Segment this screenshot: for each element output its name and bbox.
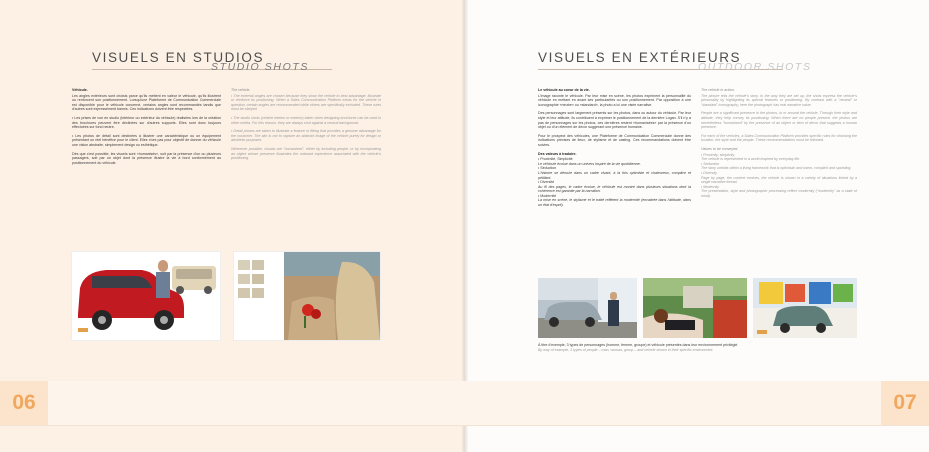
right-fr-value-name: • Modernité	[538, 193, 557, 198]
right-en-value-text: The presentation, style and photographic processing reflect modernity ("modernity" as a state of mind).	[701, 189, 857, 198]
right-fr-p1: L'image raconte le véhicule. Par leur mise en scène, les photos expriment la personnalité du véhicule en mettant en avant ses particularités ou son positionnement. Par opposition à une iconographie «neutre» ou «standard», la photo a ici une visée narrative.	[538, 93, 691, 107]
right-fr-value-name: • Séduction	[538, 166, 557, 171]
studio-photo-interior	[234, 252, 380, 340]
right-en-value-text: The story unfolds within a living framework that is optimistic and warm, complicit and sparkling.	[701, 166, 852, 171]
outdoor-photo-woman	[643, 278, 747, 338]
photos-caption-fr: À titre d'exemple, 3 types de personnages (homme, femme, groupe) et véhicule présentés dans leur environnement privilégié.	[538, 343, 739, 347]
right-en-values-heading: Values to be conveyed.	[701, 146, 739, 151]
right-en-value-name: • Seduction	[701, 161, 720, 166]
left-en-bullet-2: • Detail photos are taken to illustrate a feature or fitting that provides a genuine advantage for the customer. The aim is not to capture an abstract image of the vehicle purely for design or aesthetic purposes.	[231, 129, 381, 143]
outdoor-photo-group	[753, 278, 857, 338]
left-fr-intro: Les angles extérieurs sont choisis parce qu'ils mettent en valeur le véhicule, qu'ils illustrent ou renforcent son positionnement. Lorsqu'une Plateforme de Communication Commerciale est disponible pour le véhicule concerné, certains angles sont recommandés tandis que d'autres sont expressément bannis. Ces indications doivent être respectées.	[72, 93, 221, 112]
right-fr-p2: Des personnages sont largement présents sur les photos, dans ou autour du véhicule. Par leur style et leur attitude, ils contribuent à exprimer le positionnement de la dernière Logan. S'il n'y a pas de personnages sur les photos, ces dernières restent «humanisées» par la présence d'un objet ou d'un élément de décor suggérant une présence humaine.	[538, 111, 691, 130]
right-fr-value-text: Le véhicule évolue dans un univers inspiré de la vie quotidienne.	[538, 161, 641, 166]
right-en-heading: The vehicle in action.	[701, 88, 735, 92]
interior-illustration	[234, 252, 380, 340]
left-page-subtitle: STUDIO SHOTS	[211, 61, 309, 73]
right-fr-value-text: La mise en scène, le stylisme et le traité reflètent la modernité (encadrée dans l'attitude, dans un état d'esprit).	[538, 198, 691, 208]
right-fr-value-text: L'histoire se déroule dans un cadre vivant, à la fois optimiste et chaleureux, complice et pétillant.	[538, 170, 691, 180]
left-fr-heading: Véhicule.	[72, 88, 88, 92]
left-fr-outro: Dès que c'est possible, les visuels sont «humanisés», soit par la présence d'un ou plusieurs passagers, soit par un objet dont la présence illustre la vie à bord conformément au positionnement du véhicule.	[72, 151, 221, 165]
left-fr-bullet-1: • Les prises de vue en studio (intérieur ou extérieur du véhicule) réalisées lors de la création des brochures peuvent être déclinées sur d'autres supports. Elles sont donc toujours effectuées sur fond neutre.	[72, 115, 221, 130]
left-en-intro: • The external angles are chosen because they show the vehicle to best advantage, illustrate or reinforce its positioning. When a Sales Communication Platform exists for the vehicle in question, certain angles are recommended while others are specifically excluded. These rules must be obeyed.	[231, 93, 381, 112]
red-car-illustration	[72, 252, 220, 340]
right-en-p2: People are a significant presence in the photos, in or around the vehicle. Through their style and attitude, they help convey its positioning. When there are no people present, the photos are nevertheless "humanised" by the presence of an object or item of decor that suggests a human presence.	[701, 111, 857, 130]
left-en-column	[231, 88, 381, 165]
footer-band	[0, 381, 929, 425]
right-fr-value-name: • Diversité	[538, 180, 555, 185]
right-en-value-name: • Diversity	[701, 170, 718, 175]
right-fr-p3: Pour le prospect des véhicules, une Plateforme de Communication Commerciale donne des indications précises de lieux, de stylisme et de casting. Ces recommandations doivent être suivies.	[538, 133, 691, 147]
man-with-car-illustration	[538, 278, 637, 338]
footer-line	[0, 425, 929, 426]
left-en-heading: The vehicle.	[231, 88, 251, 92]
right-fr-values-heading: Des valeurs à traduire.	[538, 151, 577, 156]
woman-illustration	[643, 278, 747, 338]
right-en-value-text: The vehicle is represented in a world inspired by everyday life.	[701, 157, 801, 162]
left-en-bullet-1: • The studio shots (vehicle interior or exterior) taken when designing brochures can be used in other media. For this reason, they are always shot against a neutral background.	[231, 115, 381, 125]
group-with-car-illustration	[753, 278, 857, 338]
left-fr-bullet-2: • Les photos de détail sont destinées à illustrer une caractéristique ou un équipement présentant un réel bénéfice pour le client. Elles n'ont pas pour objectif de donner du véhicule une vision abstraite, simplement design ou esthétique.	[72, 133, 221, 147]
page-number-right: 07	[881, 381, 929, 425]
page-number-left: 06	[0, 381, 48, 425]
right-en-value-name: • Proximity, simplicity	[701, 152, 735, 157]
right-fr-heading: Le véhicule au coeur de la vie.	[538, 88, 590, 92]
right-fr-value-text: Au fil des pages, le cadre évolue, le véhicule est montré dans plusieurs situations dont la cohérence est garantie par la narration.	[538, 184, 691, 194]
right-fr-value-name: • Proximité, Simplicité	[538, 157, 573, 162]
right-en-value-text: Page by page, the context evolves, the vehicle is shown in a variety of situations linked by a single narrative thread.	[701, 175, 857, 185]
right-fr-column	[538, 88, 691, 208]
right-en-p3: For each of the vehicles, a Sales Communication Platform provides specific rules for choosing the location, the style and the people. These recommendations must be followed.	[701, 133, 857, 143]
outdoor-photo-man	[538, 278, 637, 338]
right-en-column	[701, 88, 857, 198]
left-page-title: VISUELS EN STUDIOS	[92, 50, 265, 65]
photos-caption-en: By way of example, 3 types of people – man, woman, group – and vehicle shown in their specific environment.	[538, 348, 714, 352]
studio-photo-red-car	[72, 252, 220, 340]
right-en-p1: The picture tells the vehicle's story. In the way they are set up, the shots express the vehicle's personality by highlighting its special features or positioning. By contrast with a "neutral" or "standard" iconography, here the photograph has real narrative value.	[701, 93, 857, 107]
right-page-title: VISUELS EN EXTÉRIEURS	[538, 50, 742, 65]
left-fr-column	[72, 88, 221, 169]
right-page-subtitle: OUTDOOR SHOTS	[698, 61, 812, 73]
left-en-outro: Whenever possible, visuals are "humanised", either by including people, or by incorporating an object whose presence illustrates the onboard experience associated with the vehicle's positioning.	[231, 146, 381, 161]
right-en-value-name: • Modernity	[701, 184, 720, 189]
